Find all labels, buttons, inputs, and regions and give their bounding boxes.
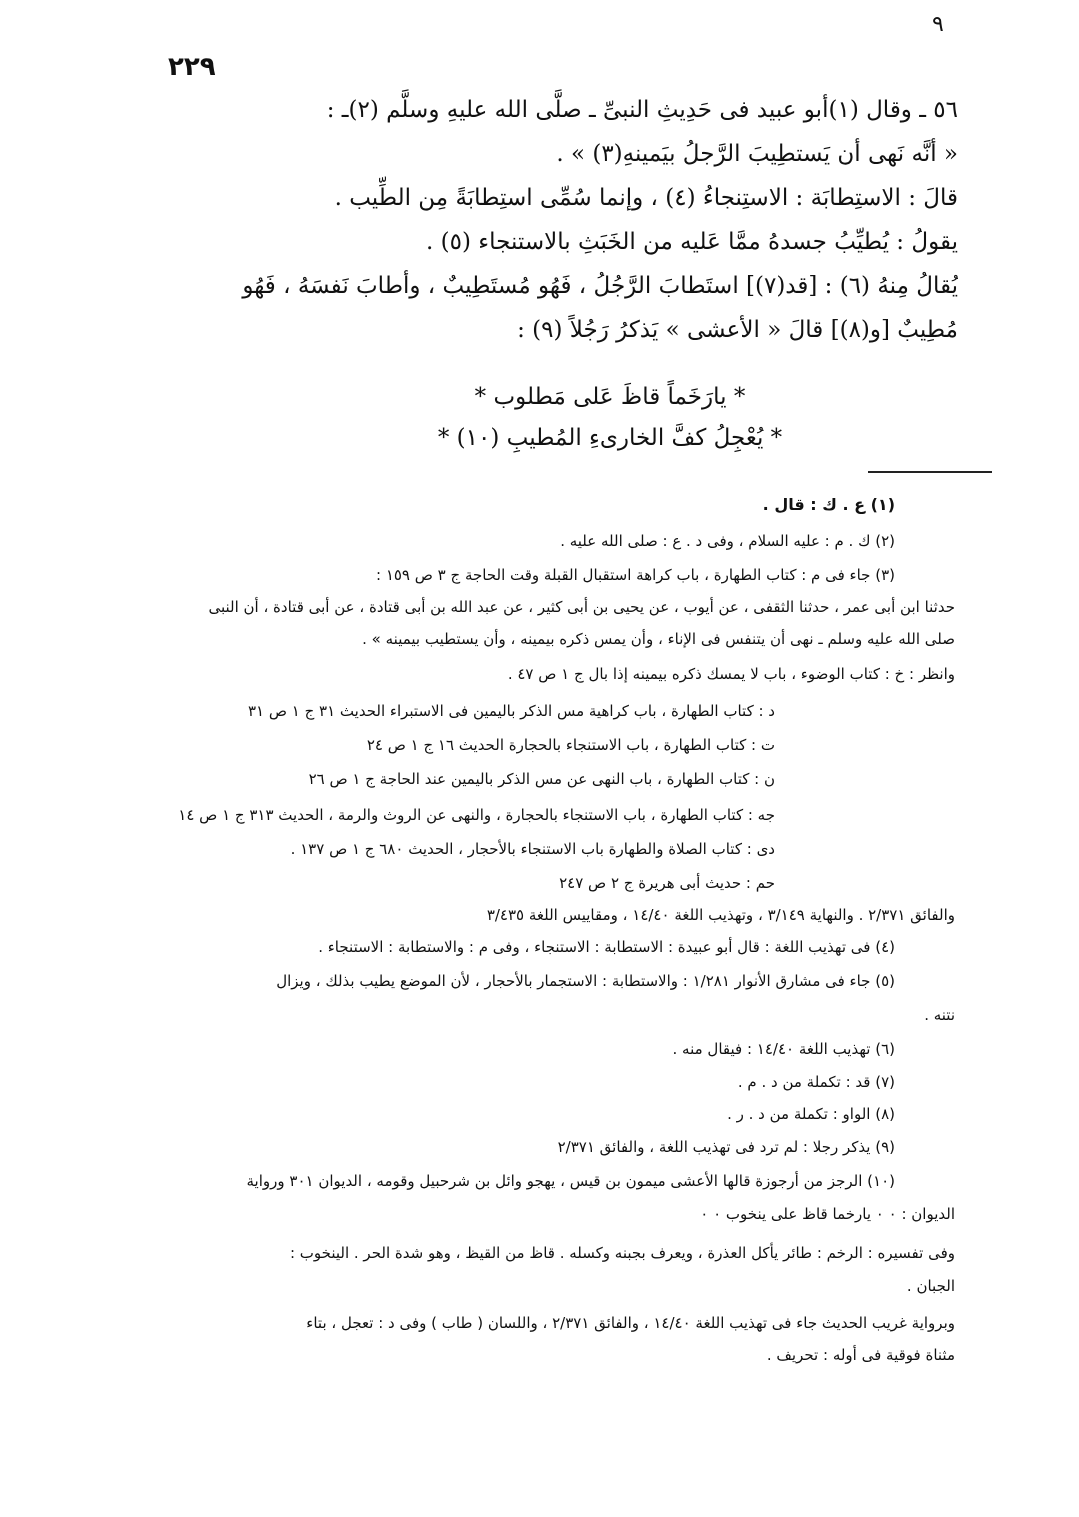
footnote-separator (868, 471, 992, 473)
footnote-line: (٥) جاء فى مشارق الأنوار ١/٢٨١ : والاستطابة : الاستجمار بالأحجار ، لأن الموضع يطيب بذلك ، ويزال (276, 972, 895, 990)
footnote-line: دى : كتاب الصلاة والطهارة باب الاستنجاء بالأحجار ، الحديث ٦٨٠ ج ١ ص ١٣٧ . (290, 840, 775, 858)
footnote-line: (٨) الواو : تكملة من د . ر . (727, 1105, 895, 1123)
footnote-line: حم : حديث أبى هريرة ج ٢ ص ٢٤٧ (559, 874, 775, 892)
main-text-line: يُقالُ مِنهُ (٦) : [قد(٧)] استَطابَ الرَّجُلُ ، فَهُو مُستَطِيبٌ ، وأطابَ نَفسَهُ ، فَهُو (242, 273, 958, 299)
footnote-line: مثناة فوقية فى أوله : تحريف . (766, 1346, 955, 1364)
footnote-line: الجبان . (906, 1277, 955, 1295)
verse-line: * يُعْجِلُ كفَّ الخارىءِ المُطيبِ (١٠) * (437, 425, 783, 451)
footnote-line: د : كتاب الطهارة ، باب كراهية مس الذكر باليمين فى الاستبراء الحديث ٣١ ج ١ ص ٣١ (247, 702, 775, 720)
main-text-line: مُطِيبٌ [و(٨)] قالَ « الأعشى » يَذكرُ رَجُلاً (٩) : (517, 317, 958, 343)
footnote-line: ن : كتاب الطهارة ، باب النهى عن مس الذكر باليمين عند الحاجة ج ١ ص ٢٦ (308, 770, 775, 788)
footnote-line: حدثنا ابن أبى عمر ، حدثنا الثقفى ، عن أيوب ، عن يحيى بن أبى كثير ، عن عبد الله بن أبى قتادة ، عن أبى قتادة ، أن النبى (208, 598, 955, 616)
footnote-line: والفائق ٢/٣٧١ . والنهاية ٣/١٤٩ ، وتهذيب اللغة ١٤/٤٠ ، ومقاييس اللغة ٣/٤٣٥ (486, 906, 955, 924)
footnote-line: وانظر : خ : كتاب الوضوء ، باب لا يمسك ذكره بيمينه إذا بال ج ١ ص ٤٧ . (507, 665, 955, 683)
footnote-line: ت : كتاب الطهارة ، باب الاستنجاء بالحجارة الحديث ١٦ ج ١ ص ٢٤ (366, 736, 775, 754)
footnote-line: (٤) فى تهذيب اللغة : قال أبو عبيدة : الاستطابة : الاستنجاء ، وفى م : والاستطابة : الاستنجاء . (318, 938, 895, 956)
verse-line: * يارَخَماً قاظَ عَلى مَطلوب * (474, 384, 746, 410)
footnote-line: (١٠) الرجز من أرجوزة قالها الأعشى ميمون بن قيس ، يهجو وائل بن شرحبيل وقومه ، الديوان ٣٠١ ورواية (246, 1172, 895, 1190)
footnote-line: (٢) ك . م : عليه السلام ، وفى د . ع : صلى الله عليه . (560, 532, 895, 550)
main-text-line: ٥٦ ـ وقال (١)أبو عبيد فى حَدِيثِ النبىِّ ـ صلَّى الله عليهِ وسلَّم (٢)ـ : (326, 97, 958, 123)
main-text-line: « أنَّه نَهى أن يَستطِيبَ الرَّجلُ بيَمينهِ(٣) » . (556, 141, 958, 167)
main-text-line: يقولُ : يُطيِّبُ جسدهُ ممَّا عَليه من الخَبَثِ بالاستنجاء (٥) . (426, 229, 958, 255)
footnote-line: (٦) تهذيب اللغة ١٤/٤٠ : فيقال منه . (672, 1040, 895, 1058)
footnote-line: (١) ع . ك : قال . (762, 495, 895, 514)
footnote-line: نتنه . (924, 1006, 955, 1024)
footnote-line: (٣) جاء فى م : كتاب الطهارة ، باب كراهة استقبال القبلة وقت الحاجة ج ٣ ص ١٥٩ : (375, 566, 895, 584)
footnote-line: جه : كتاب الطهارة ، باب الاستنجاء بالحجارة ، والنهى عن الروث والرمة ، الحديث ٣١٣ ج ١ ص ١٤ (178, 806, 775, 824)
footnote-line: (٩) يذكر رجلا : لم ترد فى تهذيب اللغة ، والفائق ٢/٣٧١ (557, 1138, 895, 1156)
corner-mark: ٩ (932, 12, 944, 37)
footnote-line: الديوان : ٠ ٠ يارخما قاظ على ينخوب ٠ ٠ (700, 1205, 955, 1223)
footnote-line: وبرواية غريب الحديث جاء فى تهذيب اللغة ١٤/٤٠ ، والفائق ٢/٣٧١ ، واللسان ( طاب ) وفى د : تعجل ، بتاء (306, 1314, 955, 1332)
footnote-line: وفى تفسيره : الرخم : طائر يأكل العذرة ، ويعرف بجبنه وكسله . قاظ من القيظ ، وهو شدة الحر . الينخوب : (289, 1244, 955, 1262)
main-text-block (148, 88, 958, 352)
page-number: ٢٢٩ (168, 52, 216, 82)
footnote-line: (٧) قد : تكملة من د . م . (737, 1073, 895, 1091)
main-text-line: قالَ : الاستِطابَة : الاستِنجاءُ (٤) ، وإنما سُمِّى استِطابَةً مِن الطِّيب . (334, 185, 958, 211)
footnote-line: صلى الله عليه وسلم ـ نهى أن يتنفس فى الإناء ، وأن يمس ذكره بيمينه ، وأن يستطيب بيمينه » . (362, 630, 955, 648)
